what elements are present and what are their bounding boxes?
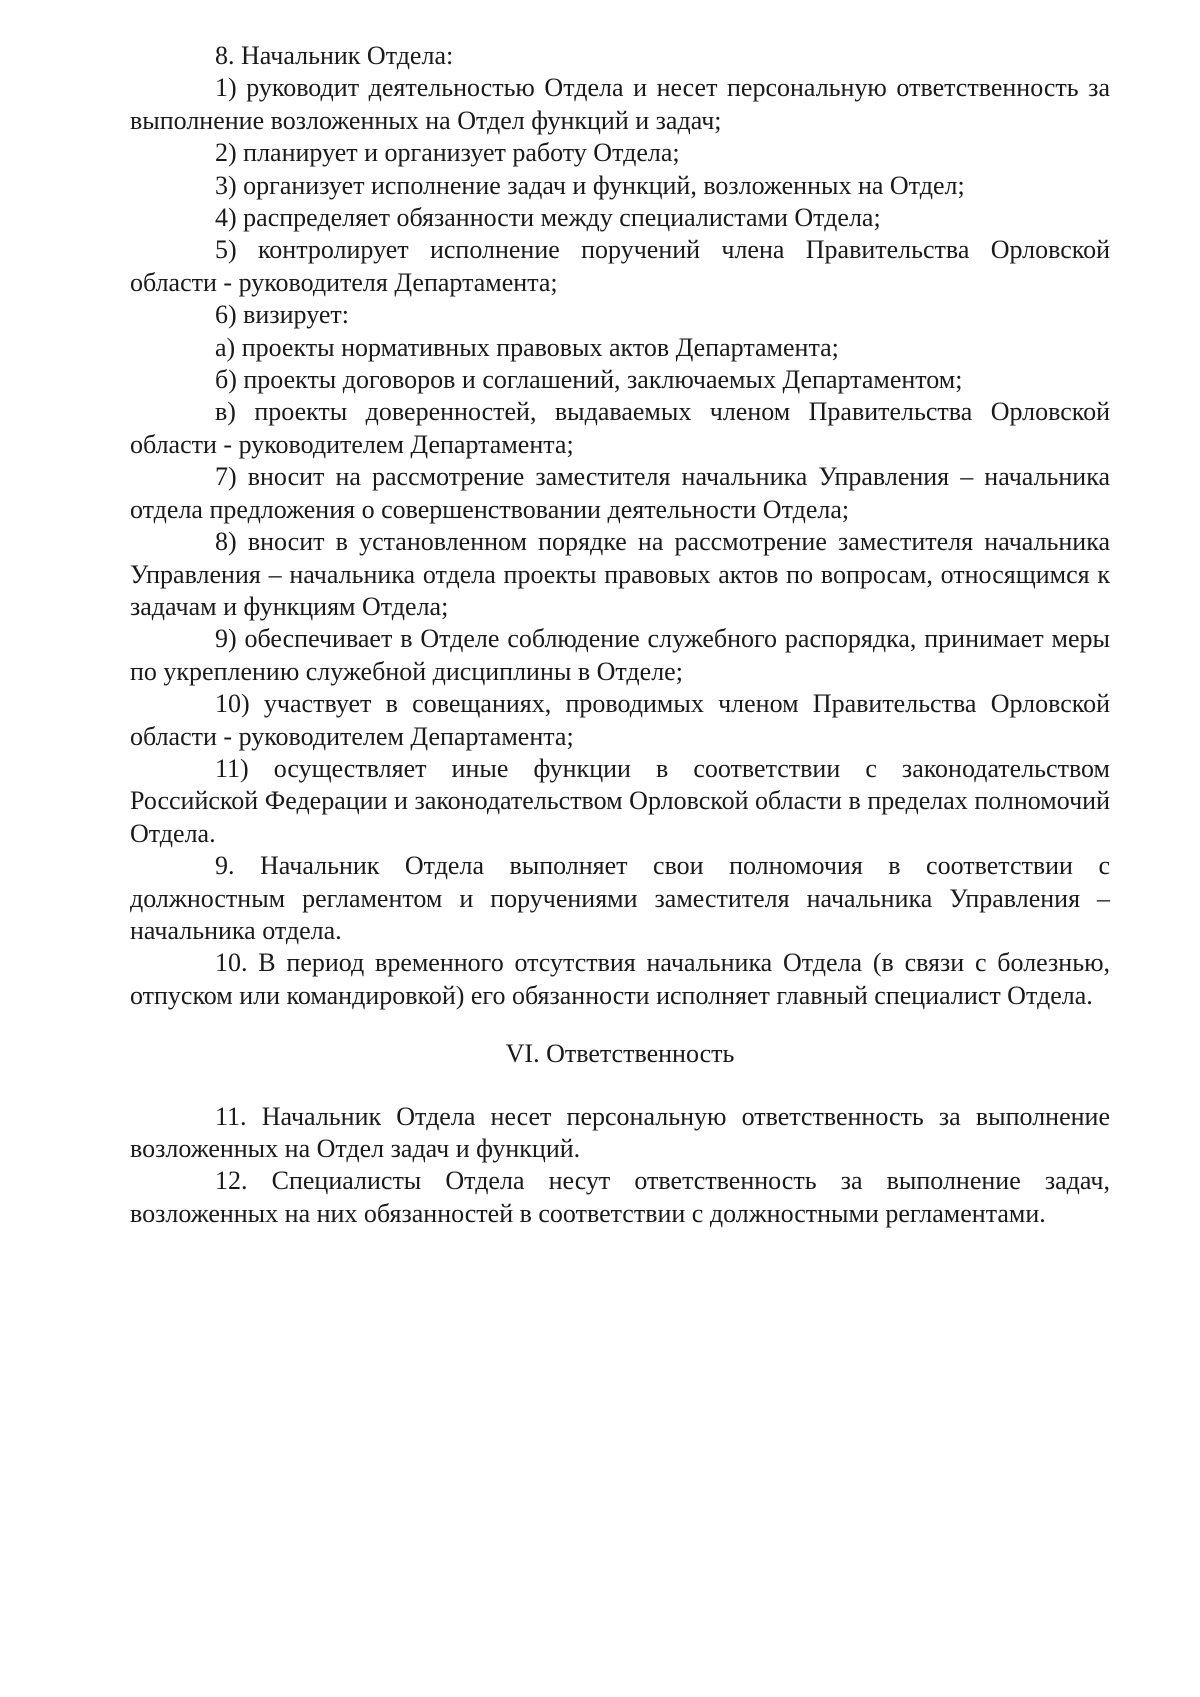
- item-6a: а) проекты нормативных правовых актов Департамента;: [215, 332, 839, 362]
- item-11: 11) осуществляет иные функции в соответствии с законодательством Российской Федерации и законодательством Орловской области в пределах полномочий Отдела.: [130, 753, 1110, 848]
- item-6v: в) проекты доверенностей, выдаваемых членом Правительства Орловской области - руководителем Департамента;: [130, 397, 1110, 459]
- section-heading: VI. Ответственность: [505, 1039, 735, 1069]
- item-4: 4) распределяет обязанности между специалистами Отдела;: [215, 203, 881, 233]
- item-7: 7) вносит на рассмотрение заместителя начальника Управления – начальника отдела предложения о совершенствовании деятельности Отдела;: [130, 462, 1110, 524]
- paragraph-11: 11. Начальник Отдела несет персональную ответственность за выполнение возложенных на Отдел задач и функций.: [130, 1101, 1110, 1163]
- item-8: 8) вносит в установленном порядке на рассмотрение заместителя начальника Управления – начальника отдела проекты правовых актов по вопросам, относящимся к задачам и функциям Отдела;: [130, 527, 1110, 621]
- document-body: [130, 40, 1110, 1230]
- paragraph-12: 12. Специалисты Отдела несут ответственность за выполнение задач, возложенных на них обязанностей в соответствии с должностными регламентами.: [130, 1166, 1110, 1228]
- paragraph-8: 8. Начальник Отдела:: [215, 41, 454, 70]
- item-6b: б) проекты договоров и соглашений, заключаемых Департаментом;: [215, 365, 963, 395]
- paragraph-9: 9. Начальник Отдела выполняет свои полномочия в соответствии с должностным регламентом и поручениями заместителя начальника Управления – начальника отдела.: [130, 851, 1110, 945]
- item-10: 10) участвует в совещаниях, проводимых членом Правительства Орловской области - руководителем Департамента;: [130, 689, 1110, 751]
- item-2: 2) планирует и организует работу Отдела;: [215, 138, 680, 168]
- item-5: 5) контролирует исполнение поручений члена Правительства Орловской области - руководителя Департамента;: [130, 235, 1110, 297]
- item-1: 1) руководит деятельностью Отдела и несет персональную ответственность за выполнение возложенных на Отдел функций и задач;: [130, 73, 1110, 135]
- item-3: 3) организует исполнение задач и функций, возложенных на Отдел;: [215, 170, 965, 200]
- item-6: 6) визирует:: [215, 300, 349, 330]
- paragraph-10: 10. В период временного отсутствия начальника Отдела (в связи с болезнью, отпуском или командировкой) его обязанности исполняет главный специалист Отдела.: [130, 948, 1110, 1010]
- item-9: 9) обеспечивает в Отделе соблюдение служебного распорядка, принимает меры по укреплению служебной дисциплины в Отделе;: [130, 624, 1110, 686]
